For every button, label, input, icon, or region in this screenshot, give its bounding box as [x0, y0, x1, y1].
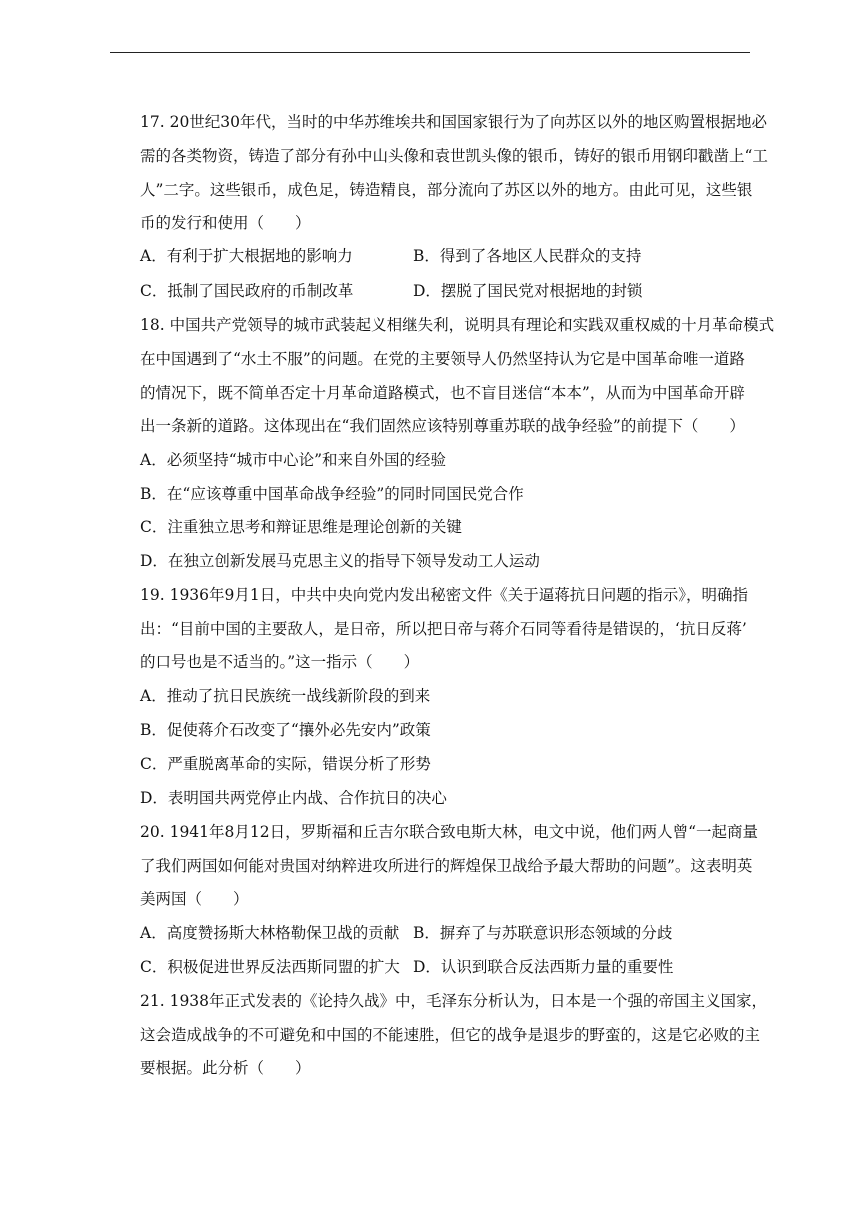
q19-option-d: D．表明国共两党停止内战、合作抗日的决心 [140, 789, 447, 807]
q17-option-b: B．得到了各地区人民群众的支持 [413, 247, 642, 265]
q17-stem-line-2: 需的各类物资，铸造了部分有孙中山头像和袁世凯头像的银币，铸好的银币用钢印戳凿上“工 [140, 147, 768, 165]
q18-stem-line-2: 在中国遇到了“水土不服”的问题。在党的主要领导人仍然坚持认为它是中国革命唯一道路 [140, 350, 745, 368]
q17-option-a: A．有利于扩大根据地的影响力 [140, 247, 353, 265]
header-rule [110, 52, 750, 53]
q17-stem-line-3: 人”二字。这些银币，成色足，铸造精良，部分流向了苏区以外的地方。由此可见，这些银 [140, 181, 753, 199]
q20-stem-line-1: 20. 1941年8月12日，罗斯福和丘吉尔联合致电斯大林，电文中说，他们两人曾“一起商量 [140, 823, 759, 841]
q20-stem-line-3: 美两国（ ） [140, 890, 249, 908]
q19-option-a: A．推动了抗日民族统一战线新阶段的到来 [140, 687, 431, 705]
q18-stem-line-4: 出一条新的道路。这体现出在“我们固然应该特别尊重苏联的战争经验”的前提下（ ） [140, 417, 745, 435]
q17-stem-line-4: 币的发行和使用（ ） [140, 214, 311, 232]
q21-stem-line-3: 要根据。此分析（ ） [140, 1059, 311, 1077]
q19-stem-line-2: 出：“目前中国的主要敌人，是日帝，所以把日帝与蒋介石同等看待是错误的，‘抗日反蒋’ [140, 620, 747, 638]
q19-stem-line-3: 的口号也是不适当的。”这一指示（ ） [140, 653, 420, 671]
q20-option-a: A．高度赞扬斯大林格勒保卫战的贡献 [140, 924, 400, 942]
q21-stem-line-1: 21. 1938年正式发表的《论持久战》中，毛泽东分析认为，日本是一个强的帝国主义国家， [140, 992, 768, 1010]
q19-option-c: C．严重脱离革命的实际，错误分析了形势 [140, 755, 431, 773]
q20-option-b: B．摒弃了与苏联意识形态领域的分歧 [413, 924, 673, 942]
q18-stem-line-1: 18. 中国共产党领导的城市武装起义相继失利，说明具有理论和实践双重权威的十月革命模式 [140, 316, 775, 334]
q17-stem-line-1: 17. 20世纪30年代，当时的中华苏维埃共和国国家银行为了向苏区以外的地区购置根据地必 [140, 113, 768, 131]
q20-option-c: C．积极促进世界反法西斯同盟的扩大 [140, 958, 400, 976]
q18-option-d: D．在独立创新发展马克思主义的指导下领导发动工人运动 [140, 552, 540, 570]
q21-stem-line-2: 这会造成战争的不可避免和中国的不能速胜，但它的战争是退步的野蛮的，这是它必败的主 [140, 1026, 761, 1044]
q17-option-c: C．抵制了国民政府的币制改革 [140, 282, 354, 300]
q18-stem-line-3: 的情况下，既不简单否定十月革命道路模式，也不盲目迷信“本本”，从而为中国革命开辟 [140, 384, 745, 402]
q20-stem-line-2: 了我们两国如何能对贵国对纳粹进攻所进行的辉煌保卫战给予最大帮助的问题”。这表明英 [140, 857, 753, 875]
q18-option-a: A．必须坚持“城市中心论”和来自外国的经验 [140, 451, 447, 469]
q17-option-d: D．摆脱了国民党对根据地的封锁 [413, 282, 643, 300]
q19-option-b: B．促使蒋介石改变了“攘外必先安内”政策 [140, 721, 431, 739]
q18-option-b: B．在“应该尊重中国革命战争经验”的同时同国民党合作 [140, 485, 524, 503]
q20-option-d: D．认识到联合反法西斯力量的重要性 [413, 958, 674, 976]
q19-stem-line-1: 19. 1936年9月1日，中共中央向党内发出秘密文件《关于逼蒋抗日问题的指示》，明确指 [140, 586, 748, 604]
q18-option-c: C．注重独立思考和辩证思维是理论创新的关键 [140, 518, 462, 536]
